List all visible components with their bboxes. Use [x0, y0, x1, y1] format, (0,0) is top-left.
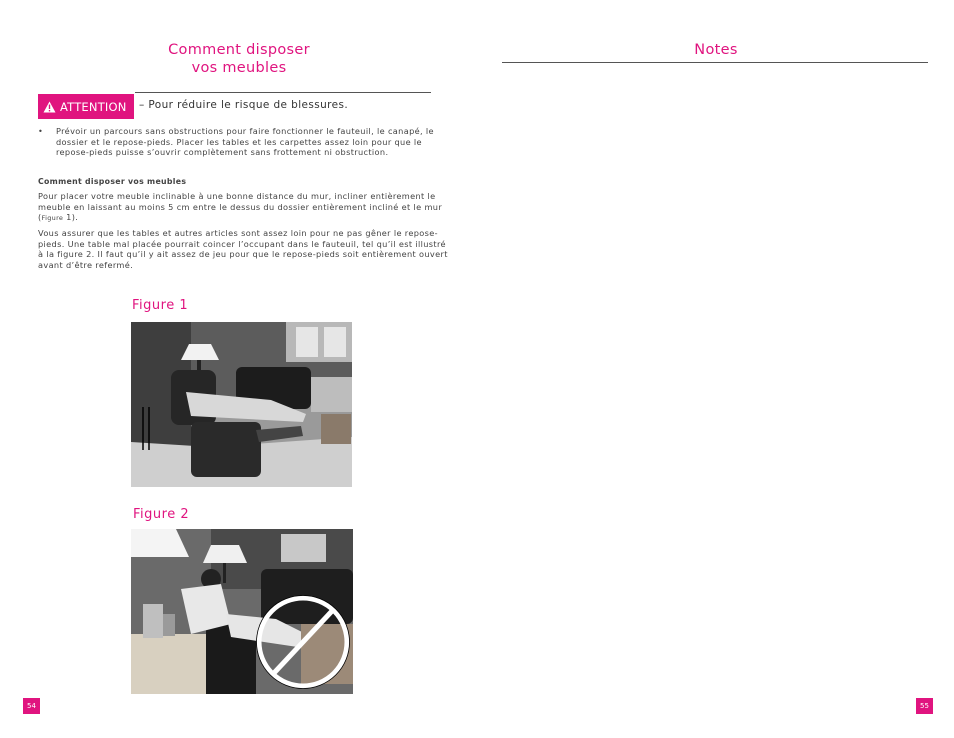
title-line-2: vos meubles: [191, 60, 287, 76]
figure-1-number: 1: [179, 298, 189, 313]
figure-1-word: Figure: [132, 298, 175, 313]
figure-2-word: Figure: [133, 507, 176, 522]
paragraph-1-end: 1).: [63, 212, 79, 223]
attention-label: ATTENTION: [60, 99, 127, 114]
bullet-item: [38, 126, 448, 158]
section-heading: Comment disposer vos meubles: [38, 177, 187, 186]
paragraph-1: [38, 191, 448, 224]
prohibited-sign-icon: [254, 593, 352, 691]
figure-reference: Figure: [41, 214, 64, 223]
title-rule-left: [135, 92, 431, 93]
paragraph-2: Vous assurer que les tables et autres articles sont assez loin pour ne pas gêner le repose-pieds. Une table mal placée pourrait coincer l’occupant dans le fauteuil, tel qu’il est illustré à la figure 2. Il faut qu’il y ait assez de jeu pour que le repose-pieds soit entièrement ouvert avant d’être refermé.: [38, 228, 448, 270]
figure-2-number: 2: [180, 507, 190, 522]
attention-text: – Pour réduire le risque de blessures.: [139, 99, 349, 111]
bullet-text: Prévoir un parcours sans obstructions pour faire fonctionner le fauteuil, le canapé, le dossier et le repose-pieds. Placer les tables et les carpettes assez loin pour que le repose-pieds puisse s’ouvrir complètement sans frottement ni obstruction.: [56, 126, 434, 158]
figure-1-photo: [131, 322, 352, 487]
figure-2-label: [133, 507, 189, 522]
page-title-right: Notes: [694, 42, 738, 58]
page-title-left: [130, 41, 348, 77]
figure-1-illustration: [131, 322, 352, 487]
page-number-left: 54: [23, 698, 40, 714]
figure-2-photo: [131, 529, 353, 694]
page-number-right: 55: [916, 698, 933, 714]
figure-1-label: [132, 298, 188, 313]
title-line-1: Comment disposer: [168, 42, 310, 58]
title-rule-right: [502, 62, 928, 63]
warning-triangle-icon: [43, 101, 56, 113]
attention-badge: [38, 94, 134, 119]
paragraph-1-start: Pour placer votre meuble inclinable à une bonne distance du mur, incliner entièrement le meuble en laissant au moins 5 cm entre le dessus du dossier entièrement incliné et le mur (: [38, 191, 443, 223]
bullet-dot: •: [38, 126, 44, 136]
